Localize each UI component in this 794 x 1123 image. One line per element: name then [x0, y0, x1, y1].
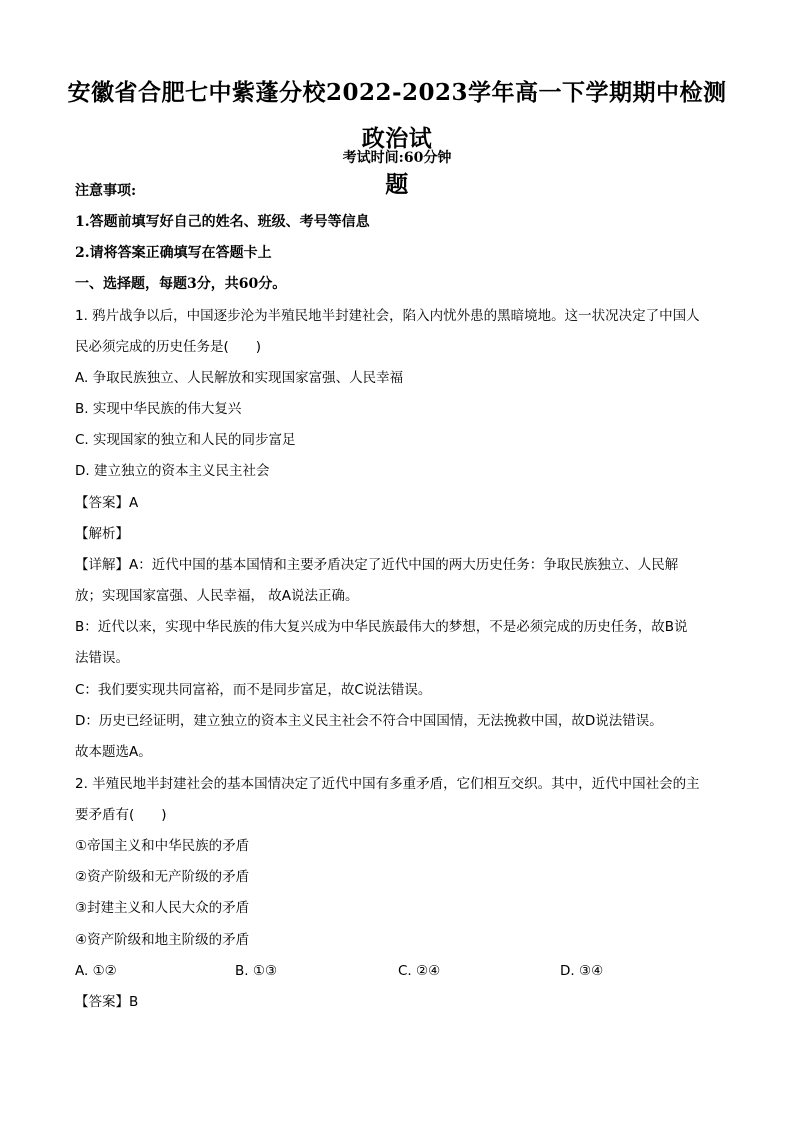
notes-heading: 注意事项: — [75, 183, 137, 199]
exam-time: 考试时间:60分钟 — [342, 150, 452, 166]
q2-stem-line-2: 要矛盾有( ) — [75, 807, 167, 823]
section-1-heading: 一、选择题，每题3分，共60分。 — [75, 276, 287, 292]
q1-detail-line-2: 放；实现国家富强、人民幸福， 故A说法正确。 — [75, 588, 359, 604]
q1-conclusion: 故本题选A。 — [75, 744, 152, 760]
note-1: 1.答题前填写好自己的姓名、班级、考号等信息 — [75, 214, 370, 230]
q1-option-d: D. 建立独立的资本主义民主社会 — [75, 463, 270, 479]
title-line-1: 安徽省合肥七中紫蓬分校2022-2023学年高一下学期期中检测政治试 — [67, 79, 727, 152]
q1-option-a: A. 争取民族独立、人民解放和实现国家富强、人民幸福 — [75, 370, 404, 386]
title-line-2: 题 — [385, 171, 409, 198]
q2-item-2: ②资产阶级和无产阶级的矛盾 — [75, 869, 250, 885]
q2-item-1: ①帝国主义和中华民族的矛盾 — [75, 838, 250, 854]
note-2: 2.请将答案正确填写在答题卡上 — [75, 245, 272, 261]
q2-stem-line-1: 2. 半殖民地半封建社会的基本国情决定了近代中国有多重矛盾，它们相互交织。其中，近代中国社会的主 — [75, 776, 700, 792]
q1-analysis-label: 【解析】 — [75, 526, 129, 542]
q2-option-c: C. ②④ — [398, 963, 441, 979]
q1-detail-line-6: D：历史已经证明，建立独立的资本主义民主社会不符合中国国情，无法挽救中国，故D说法错误。 — [75, 713, 663, 729]
q2-item-4: ④资产阶级和地主阶级的矛盾 — [75, 932, 250, 948]
q2-option-a: A. ①② — [75, 963, 117, 979]
q1-stem-line-1: 1. 鸦片战争以后，中国逐步沦为半殖民地半封建社会，陷入内忧外患的黑暗境地。这一状况决定了中国人 — [75, 308, 700, 324]
q1-option-c: C. 实现国家的独立和人民的同步富足 — [75, 432, 296, 448]
q2-option-d: D. ③④ — [560, 963, 604, 979]
q1-option-b: B. 实现中华民族的伟大复兴 — [75, 401, 242, 417]
q1-detail-line-4: 法错误。 — [75, 650, 129, 666]
q2-option-b: B. ①③ — [235, 963, 278, 979]
q1-detail-line-3: B：近代以来，实现中华民族的伟大复兴成为中华民族最伟大的梦想，不是必须完成的历史任务，故B说 — [75, 619, 688, 635]
q1-detail-line-5: C：我们要实现共同富裕，而不是同步富足，故C说法错误。 — [75, 682, 432, 698]
page-title — [60, 70, 734, 208]
q1-stem-line-2: 民必须完成的历史任务是( ) — [75, 339, 262, 355]
q1-answer: 【答案】A — [75, 495, 139, 511]
q2-item-3: ③封建主义和人民大众的矛盾 — [75, 900, 250, 916]
q1-detail-line-1: 【详解】A：近代中国的基本国情和主要矛盾决定了近代中国的两大历史任务：争取民族独立、人民解 — [75, 557, 679, 573]
q2-answer: 【答案】B — [75, 994, 139, 1010]
